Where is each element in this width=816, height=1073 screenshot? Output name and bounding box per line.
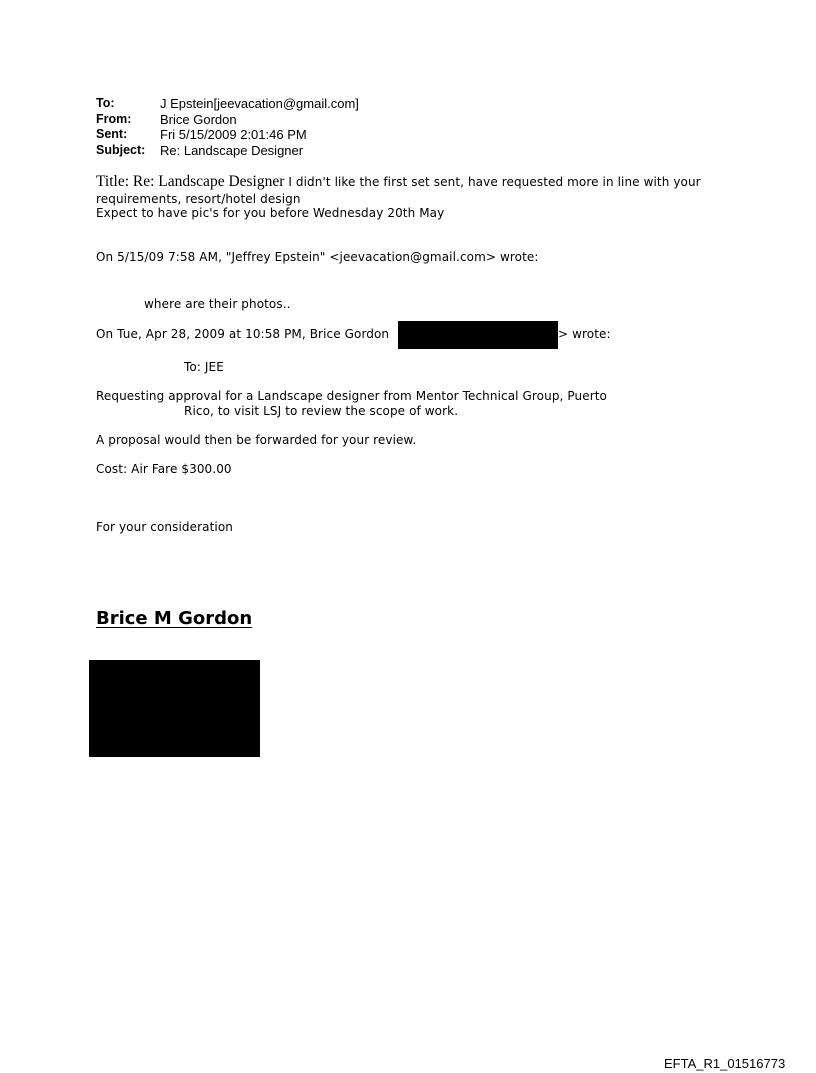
request-line-1: Requesting approval for a Landscape designer from Mentor Technical Group, Puerto [96, 389, 607, 403]
redaction-signature-block [89, 660, 260, 757]
title-line [96, 173, 701, 191]
cost-line: Cost: Air Fare $300.00 [96, 462, 232, 476]
inner-header-end: > wrote: [558, 327, 611, 341]
sent-label: Sent: [96, 127, 128, 141]
quote-header: On 5/15/09 7:58 AM, "Jeffrey Epstein" <jeevacation@gmail.com> wrote: [96, 250, 539, 264]
to-label: To: [96, 96, 115, 110]
inner-header-start: On Tue, Apr 28, 2009 at 10:58 PM, Brice Gordon [96, 327, 390, 341]
signature-name: Brice M Gordon [96, 608, 253, 629]
request-line-2: Rico, to visit LSJ to review the scope of work. [184, 404, 459, 418]
from-value: Brice Gordon [160, 112, 237, 127]
from-label: From: [96, 112, 132, 126]
sent-value: Fri 5/15/2009 2:01:46 PM [160, 127, 307, 142]
document-id: EFTA_R1_01516773 [664, 1056, 786, 1071]
to-jee-line: To: JEE [184, 360, 224, 374]
redaction-email [398, 321, 558, 349]
title-line-rest: I didn't like the first set sent, have requested more in line with your [284, 175, 701, 189]
proposal-line: A proposal would then be forwarded for your review. [96, 433, 417, 447]
consideration-line: For your consideration [96, 520, 233, 534]
subject-label: Subject: [96, 143, 146, 157]
body-line-2: requirements, resort/hotel design [96, 192, 301, 206]
quote-reply: where are their photos.. [144, 297, 291, 311]
to-value: J Epstein[jeevacation@gmail.com] [160, 96, 359, 111]
subject-value: Re: Landscape Designer [160, 143, 304, 158]
title-prefix: Title: Re: Landscape Designer [96, 173, 285, 190]
body-line-3: Expect to have pic's for you before Wednesday 20th May [96, 206, 445, 220]
